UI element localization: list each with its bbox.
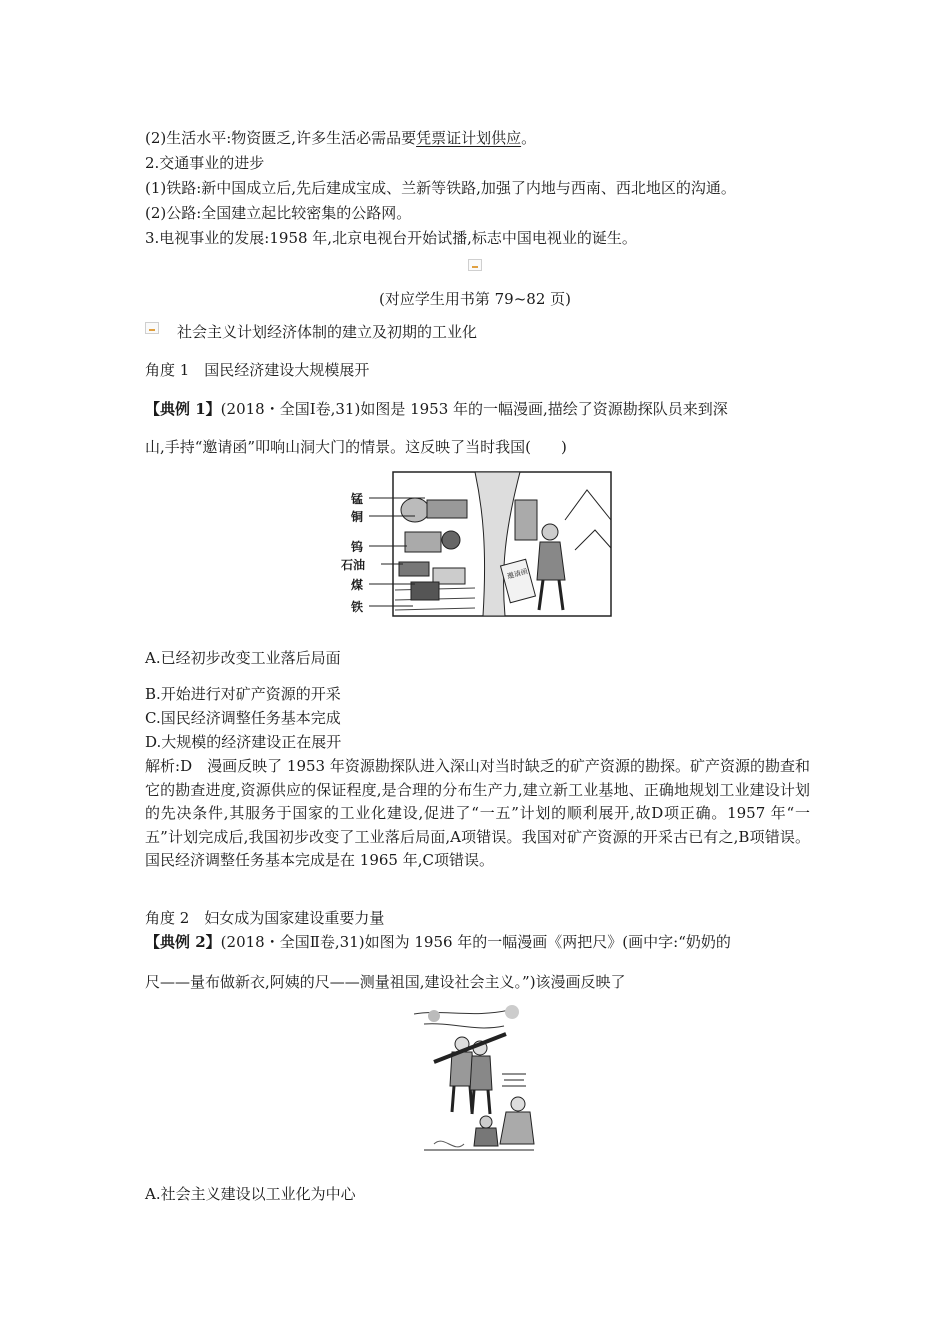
invitation-sign: 邀请函: [506, 567, 529, 581]
cartoon-figure-2: [414, 1004, 536, 1162]
section-marker-icon: [145, 322, 159, 334]
section-title: 社会主义计划经济体制的建立及初期的工业化: [177, 323, 478, 341]
transport-heading: 2.交通事业的进步: [145, 154, 265, 172]
label-copper: 铜: [351, 510, 364, 524]
railway-line: (1)铁路:新中国成立后,先后建成宝成、兰新等铁路,加强了内地与西南、西北地区的沟通。: [145, 179, 736, 197]
option-1c: C.国民经济调整任务基本完成: [145, 709, 341, 727]
label-tungsten: 钨: [351, 540, 364, 554]
underlined-phrase: 凭票证计划供应: [416, 129, 522, 147]
image-placeholder-icon: [468, 259, 482, 271]
tv-line: 3.电视事业的发展:1958 年,北京电视台开始试播,标志中国电视业的诞生。: [145, 229, 637, 247]
cartoon-figure-1: [341, 470, 613, 618]
label-manganese: 锰: [351, 492, 364, 506]
option-2a: A.社会主义建设以工业化为中心: [145, 1185, 356, 1203]
angle-2-heading: 角度 2 妇女成为国家建设重要力量: [145, 909, 385, 927]
page-reference: (对应学生用书第 79~82 页): [379, 290, 571, 308]
cartoon-1-drawing: [355, 470, 613, 618]
example-1-label: 【典例 1】: [145, 400, 221, 418]
highway-line: (2)公路:全国建立起比较密集的公路网。: [145, 204, 412, 222]
analysis-1: 解析:D 漫画反映了 1953 年资源勘探队进入深山对当时缺乏的矿产资源的勘探。矿产资源的勘查和它的勘查进度,资源供应的保证程度,是合理的分布生产力,建立新工业基地、正确地规划工业建设计划的先决条件,其服务于国家的工业化建设,促进了“一五”计划的顺利展开,故D项正确。1957 年“一五”计划完成后,我国初步改变了工业落后局面,A项错误。我国对矿产资源的开采古已有之,B项错误。国民经济调整任务基本完成是在 1965 年,C项错误。: [145, 757, 810, 869]
example-2-line2: 尺——量布做新衣,阿姨的尺——测量祖国,建设社会主义。”)该漫画反映了: [145, 973, 626, 991]
option-1d: D.大规模的经济建设正在展开: [145, 733, 342, 751]
example-2-line1: 【典例 2】(2018・全国Ⅱ卷,31)如图为 1956 年的一幅漫画《两把尺》(画中字:“奶奶的: [145, 933, 731, 951]
label-coal: 煤: [351, 578, 364, 592]
living-standard-line: (2)生活水平:物资匮乏,许多生活必需品要凭票证计划供应。: [145, 129, 537, 147]
label-iron: 铁: [351, 600, 364, 614]
angle-1-heading: 角度 1 国民经济建设大规模展开: [145, 361, 370, 379]
example-1-line1: 【典例 1】(2018・全国Ⅰ卷,31)如图是 1953 年的一幅漫画,描绘了资源勘探队员来到深: [145, 400, 728, 418]
example-2-label: 【典例 2】: [145, 933, 221, 951]
cartoon-2-drawing: [414, 1004, 536, 1162]
example-1-line2: 山,手持“邀请函”叩响山洞大门的情景。这反映了当时我国( ): [145, 438, 567, 456]
option-1b: B.开始进行对矿产资源的开采: [145, 685, 341, 703]
label-petroleum: 石油: [341, 558, 366, 572]
option-1a: A.已经初步改变工业落后局面: [145, 649, 341, 667]
